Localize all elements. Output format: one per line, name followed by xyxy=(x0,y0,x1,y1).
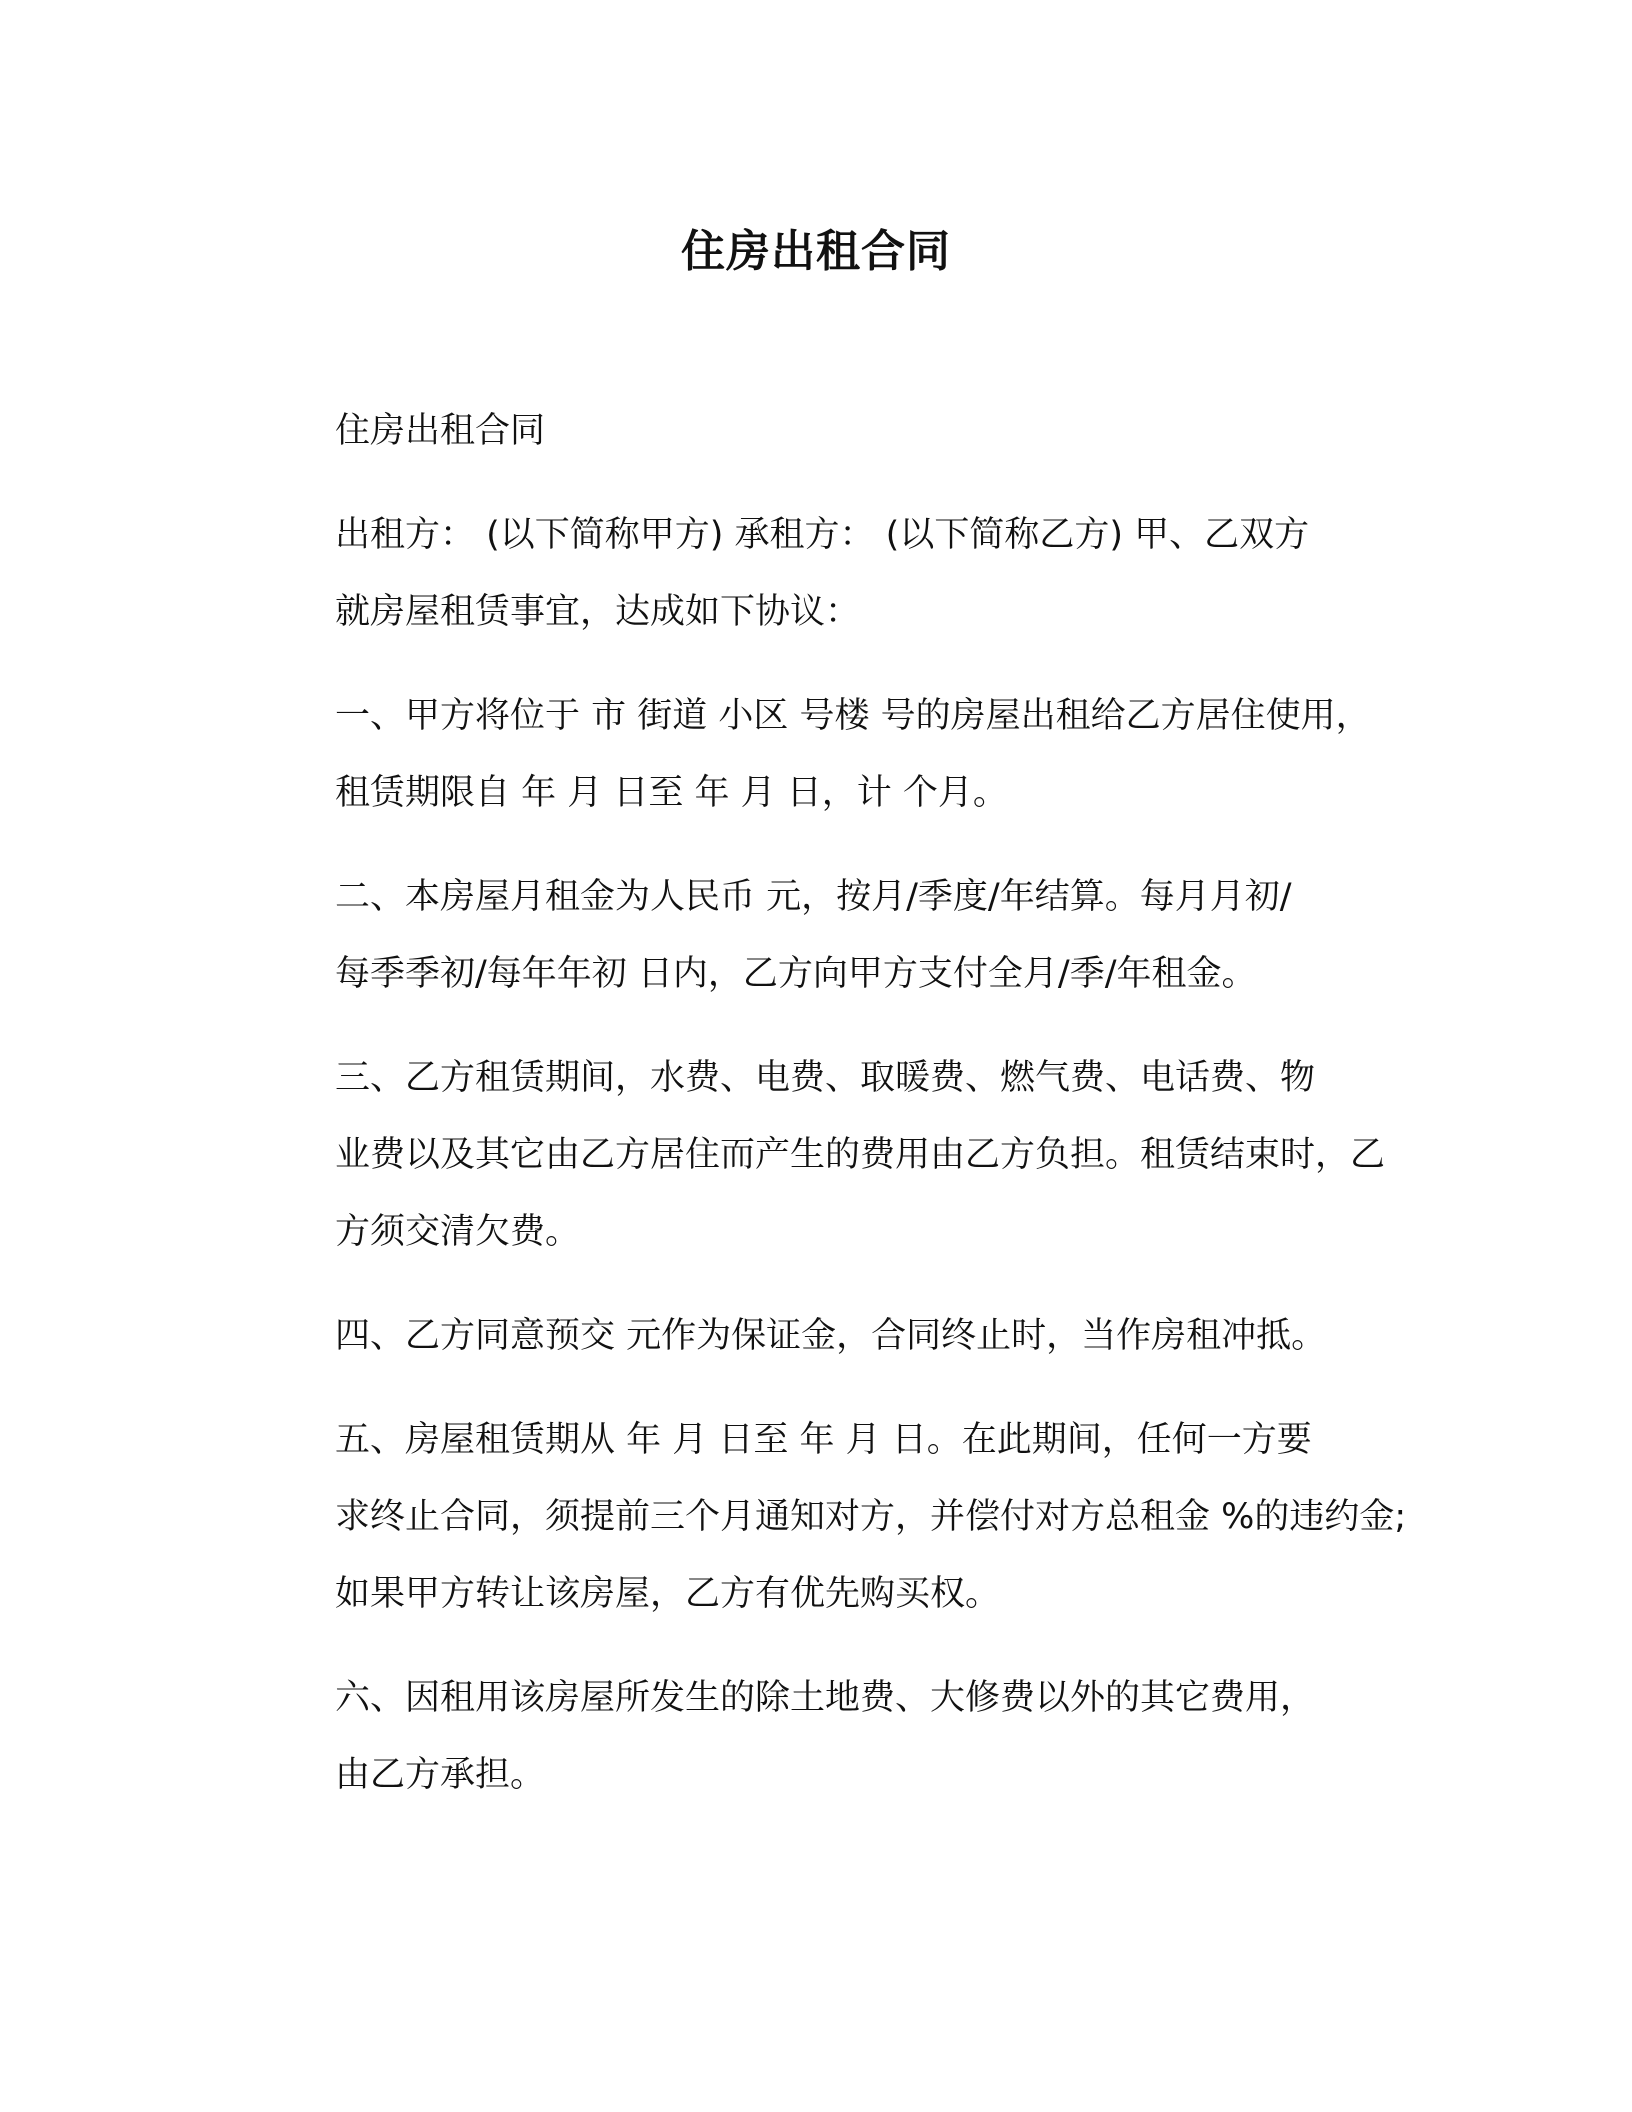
document-title: 住房出租合同 xyxy=(681,226,951,277)
text-line: 方须交清欠费。 xyxy=(335,1212,581,1252)
paragraph-clause-2 xyxy=(238,859,1408,1013)
text-line: 二、本房屋月租金为人民币 元，按月/季度/年结算。每月月初/ xyxy=(335,877,1292,917)
text-line: 五、房屋租赁期从 年 月 日至 年 月 日。在此期间，任何一方要 xyxy=(335,1420,1312,1460)
document-body xyxy=(238,393,1408,1814)
text-line: 由乙方承担。 xyxy=(335,1755,546,1795)
text-line: 住房出租合同 xyxy=(335,411,546,451)
text-line: 每季季初/每年年初 日内，乙方向甲方支付全月/季/年租金。 xyxy=(335,954,1257,994)
text-line: 租赁期限自 年 月 日至 年 月 日，计 个月。 xyxy=(335,773,1008,813)
paragraph-clause-4 xyxy=(238,1298,1408,1375)
paragraph-clause-1 xyxy=(238,678,1408,832)
text-line: 四、乙方同意预交 元作为保证金，合同终止时，当作房租冲抵。 xyxy=(335,1316,1327,1356)
text-line: 求终止合同，须提前三个月通知对方，并偿付对方总租金 %的违约金; xyxy=(335,1497,1407,1537)
paragraph-heading xyxy=(238,393,1408,470)
text-line: 业费以及其它由乙方居住而产生的费用由乙方负担。租赁结束时，乙 xyxy=(335,1135,1386,1175)
paragraph-clause-5 xyxy=(238,1402,1408,1633)
paragraph-parties xyxy=(238,497,1408,651)
text-line: 三、乙方租赁期间，水费、电费、取暖费、燃气费、电话费、物 xyxy=(335,1058,1316,1098)
paragraph-clause-3 xyxy=(238,1040,1408,1271)
text-line: 一、甲方将位于 市 街道 小区 号楼 号的房屋出租给乙方居住使用， xyxy=(335,696,1371,736)
text-line: 六、因租用该房屋所发生的除土地费、大修费以外的其它费用， xyxy=(335,1678,1316,1718)
paragraph-clause-6 xyxy=(238,1660,1408,1814)
text-line: 如果甲方转让该房屋，乙方有优先购买权。 xyxy=(335,1574,1001,1614)
text-line: 就房屋租赁事宜，达成如下协议： xyxy=(335,592,861,632)
text-line: 出租方： (以下简称甲方) 承租方： (以下简称乙方) 甲、乙双方 xyxy=(335,515,1310,555)
